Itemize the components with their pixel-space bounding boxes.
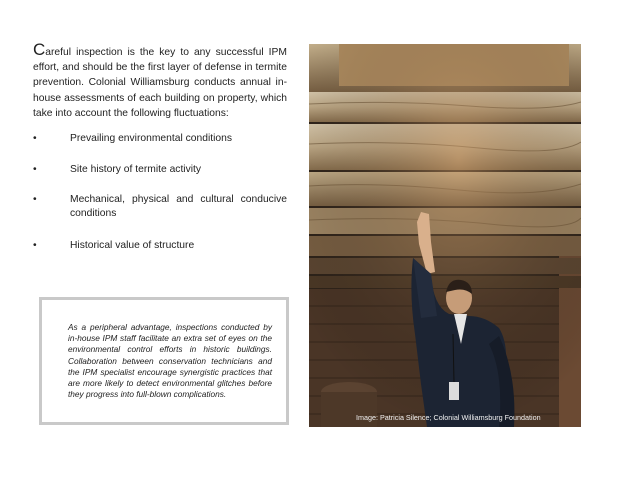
bullet-icon: • [33,163,37,175]
photo-illustration [309,44,581,427]
drop-cap: C [33,40,46,59]
list-item [33,132,287,146]
list-item [33,163,287,177]
list-item [33,239,287,253]
list-item-text: Prevailing environmental conditions [70,133,232,144]
list-item-text: Historical value of structure [70,240,195,251]
callout-box [39,297,289,425]
inspection-photo [309,44,581,427]
fluctuations-list [33,132,287,270]
photo-credit: Image: Patricia Silence; Colonial Williamsburg Foundation [356,413,541,422]
list-item-text: Site history of termite activity [70,163,202,175]
bullet-icon: • [33,194,37,205]
list-item-text: Mechanical, physical and cultural conducive conditions [70,194,287,219]
intro-text: areful inspection is the key to any successful IPM effort, and should be the first layer of defense in termite prevention. Colonial Williamsburg conducts annual in-house assessments of each building on property, which take into account the following fluctuations: [33,47,287,119]
callout-text: As a peripheral advantage, inspections conducted by in-house IPM staff facilitate an extra set of eyes on the environmental control efforts in historic buildings. Collaboration between conservation technicians and the IPM specialist encourage synergistic practices that are more likely to detect environmental glitches before they progress into full-blown complications. [68,322,272,400]
bullet-icon: • [33,240,37,251]
intro-paragraph [33,40,287,121]
bullet-icon: • [33,133,37,144]
list-item [33,193,287,221]
